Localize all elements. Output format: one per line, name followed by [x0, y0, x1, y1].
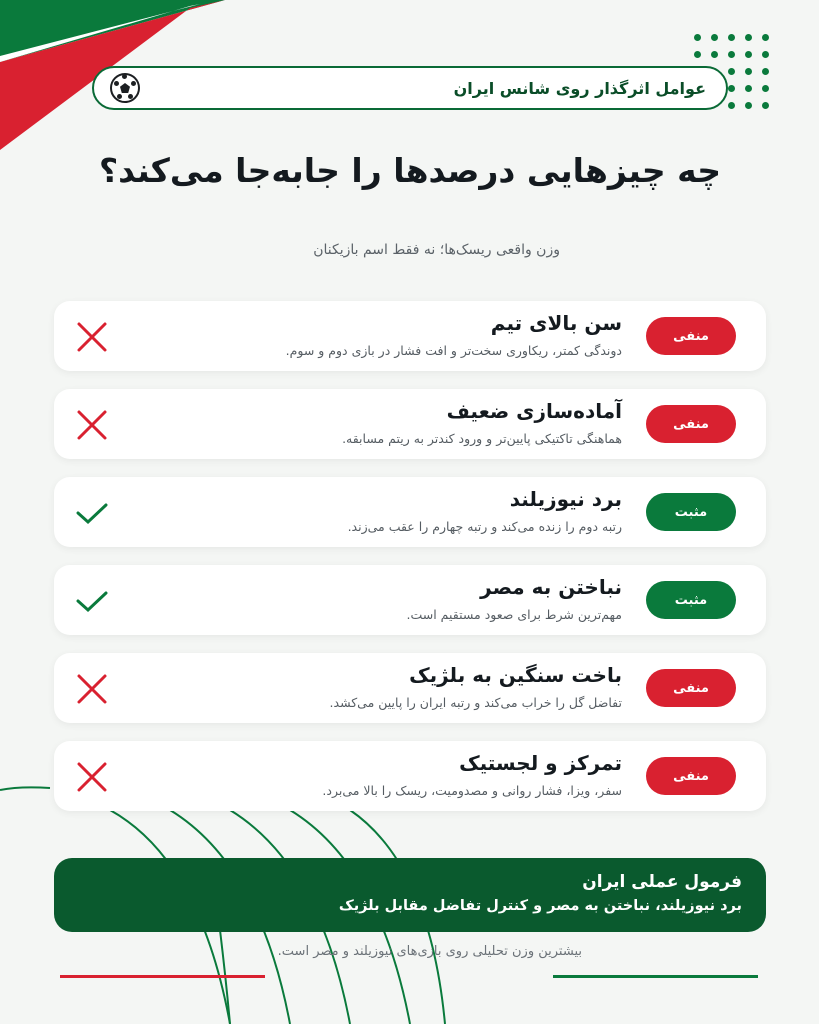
factor-title: تمرکز و لجستیک	[459, 751, 622, 775]
factor-card	[54, 741, 766, 811]
factor-badge: منفی	[646, 669, 736, 707]
factor-card	[54, 477, 766, 547]
factor-title: سن بالای تیم	[490, 311, 622, 335]
factor-badge: منفی	[646, 317, 736, 355]
x-icon	[74, 759, 110, 795]
red-divider	[60, 975, 265, 978]
factor-description: دوندگی کمتر، ریکاوری سخت‌تر و افت فشار در بازی دوم و سوم.	[285, 343, 622, 358]
x-icon	[74, 319, 110, 355]
factor-description: تفاضل گل را خراب می‌کند و رتبه ایران را پایین می‌کشد.	[329, 695, 622, 710]
formula-box	[54, 858, 766, 932]
factor-card	[54, 301, 766, 371]
x-icon	[74, 407, 110, 443]
footnote: بیشترین وزن تحلیلی روی بازی‌های نیوزیلند و مصر است.	[277, 944, 582, 959]
factor-title: برد نیوزیلند	[509, 487, 622, 511]
formula-text: برد نیوزیلند، نباختن به مصر و کنترل تفاضل مقابل بلژیک	[338, 898, 742, 914]
factor-title: آماده‌سازی ضعیف	[446, 399, 622, 423]
topic-pill-label: عوامل اثرگذار روی شانس ایران	[453, 78, 706, 98]
formula-title: فرمول عملی ایران	[582, 872, 742, 892]
factor-description: رتبه دوم را زنده می‌کند و رتبه چهارم را عقب می‌زند.	[347, 519, 622, 534]
check-icon	[74, 583, 110, 619]
green-divider	[553, 975, 758, 978]
factor-badge: مثبت	[646, 493, 736, 531]
factor-description: مهم‌ترین شرط برای صعود مستقیم است.	[406, 607, 622, 622]
factor-badge: منفی	[646, 757, 736, 795]
soccer-ball-icon	[110, 73, 140, 103]
factor-description: سفر، ویزا، فشار روانی و مصدومیت، ریسک را بالا می‌برد.	[322, 783, 622, 798]
factor-card	[54, 565, 766, 635]
x-icon	[74, 671, 110, 707]
factor-badge: منفی	[646, 405, 736, 443]
page-subtitle: وزن واقعی ریسک‌ها؛ نه فقط اسم بازیکنان	[313, 242, 560, 258]
factor-description: هماهنگی تاکتیکی پایین‌تر و ورود کندتر به ریتم مسابقه.	[342, 431, 622, 446]
factor-badge: مثبت	[646, 581, 736, 619]
page-title: چه چیزهایی درصدها را جابه‌جا می‌کند؟	[99, 151, 721, 190]
factor-card	[54, 653, 766, 723]
factor-title: نباختن به مصر	[480, 575, 622, 599]
check-icon	[74, 495, 110, 531]
factor-title: باخت سنگین به بلژیک	[409, 663, 622, 687]
factor-card	[54, 389, 766, 459]
topic-pill	[92, 66, 728, 110]
